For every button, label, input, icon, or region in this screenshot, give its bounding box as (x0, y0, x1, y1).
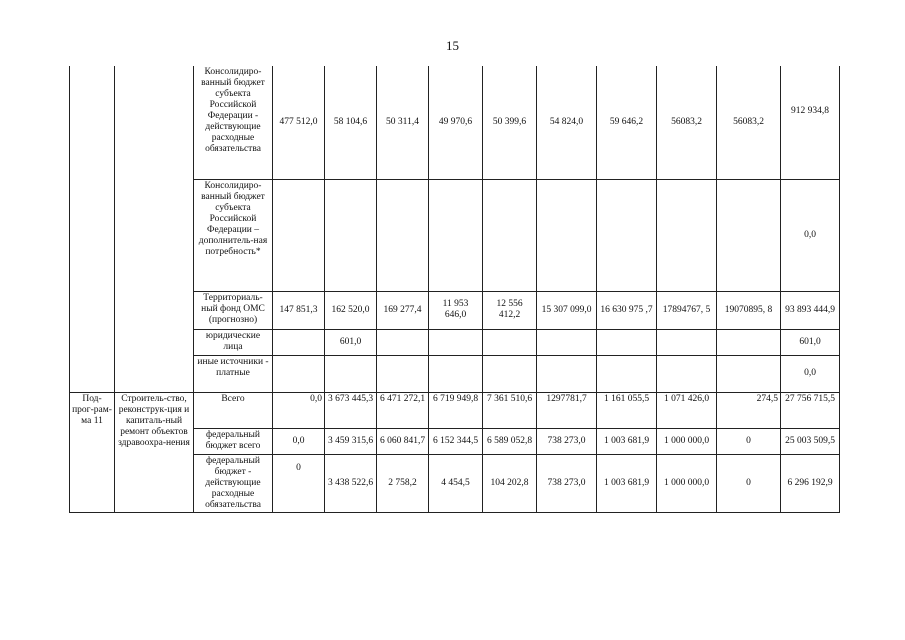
value-cell (717, 355, 781, 392)
source-cell: федеральный бюджет - действующие расходные обязательства (194, 454, 273, 512)
value-cell (657, 329, 717, 355)
value-cell (377, 329, 429, 355)
value-cell (657, 179, 717, 291)
budget-table (69, 66, 840, 513)
value-cell: 54 824,0 (537, 66, 597, 179)
value-cell (273, 329, 325, 355)
table-row (70, 392, 840, 428)
value-cell (597, 179, 657, 291)
value-cell (717, 329, 781, 355)
value-cell: 6 471 272,1 (377, 392, 429, 428)
value-cell: 0 (273, 454, 325, 512)
value-cell: 912 934,8 (781, 66, 840, 179)
value-cell: 50 311,4 (377, 66, 429, 179)
value-cell: 3 673 445,3 (325, 392, 377, 428)
value-cell: 738 273,0 (537, 454, 597, 512)
value-cell: 58 104,6 (325, 66, 377, 179)
value-cell (273, 179, 325, 291)
value-cell: 1297781,7 (537, 392, 597, 428)
value-cell: 11 953 646,0 (429, 291, 483, 329)
value-cell: 104 202,8 (483, 454, 537, 512)
source-cell: иные источники - платные (194, 355, 273, 392)
value-cell (597, 355, 657, 392)
value-cell: 4 454,5 (429, 454, 483, 512)
value-cell: 93 893 444,9 (781, 291, 840, 329)
subprogram-name: Строитель-ство, реконструк-ция и капиталь-ный ремонт объектов здравоохра-нения (115, 392, 194, 512)
value-cell: 1 003 681,9 (597, 454, 657, 512)
value-cell: 17894767, 5 (657, 291, 717, 329)
value-cell (429, 179, 483, 291)
value-cell: 6 060 841,7 (377, 428, 429, 454)
value-cell (537, 179, 597, 291)
value-cell: 3 438 522,6 (325, 454, 377, 512)
value-cell: 0,0 (781, 179, 840, 291)
value-cell: 6 719 949,8 (429, 392, 483, 428)
value-cell: 162 520,0 (325, 291, 377, 329)
value-cell (537, 329, 597, 355)
value-cell: 15 307 099,0 (537, 291, 597, 329)
value-cell: 601,0 (325, 329, 377, 355)
value-cell: 56083,2 (657, 66, 717, 179)
value-cell (325, 355, 377, 392)
value-cell: 1 161 055,5 (597, 392, 657, 428)
subprogram-code: Под-прог-рам-ма 11 (70, 392, 115, 512)
value-cell (377, 355, 429, 392)
value-cell: 27 756 715,5 (781, 392, 840, 428)
value-cell: 169 277,4 (377, 291, 429, 329)
value-cell: 16 630 975 ,7 (597, 291, 657, 329)
value-cell: 25 003 509,5 (781, 428, 840, 454)
value-cell: 56083,2 (717, 66, 781, 179)
value-cell: 0 (717, 454, 781, 512)
value-cell (597, 329, 657, 355)
value-cell (429, 355, 483, 392)
value-cell: 2 758,2 (377, 454, 429, 512)
empty-cell (115, 66, 194, 392)
page-number: 15 (446, 38, 459, 53)
value-cell (483, 329, 537, 355)
value-cell: 601,0 (781, 329, 840, 355)
table-row (70, 66, 840, 179)
value-cell: 147 851,3 (273, 291, 325, 329)
value-cell: 274,5 (717, 392, 781, 428)
value-cell: 6 296 192,9 (781, 454, 840, 512)
source-cell: юридические лица (194, 329, 273, 355)
value-cell: 0,0 (273, 392, 325, 428)
value-cell: 1 000 000,0 (657, 428, 717, 454)
value-cell: 12 556 412,2 (483, 291, 537, 329)
value-cell: 1 000 000,0 (657, 454, 717, 512)
source-cell: Территориаль-ный фонд ОМС (прогнозно) (194, 291, 273, 329)
source-cell: федеральный бюджет всего (194, 428, 273, 454)
value-cell: 1 003 681,9 (597, 428, 657, 454)
value-cell: 7 361 510,6 (483, 392, 537, 428)
value-cell (717, 179, 781, 291)
value-cell: 1 071 426,0 (657, 392, 717, 428)
value-cell (429, 329, 483, 355)
value-cell: 0 (717, 428, 781, 454)
value-cell: 0,0 (781, 355, 840, 392)
source-cell: Консолидиро-ванный бюджет субъекта Российской Федерации - действующие расходные обязательства (194, 66, 273, 179)
value-cell: 19070895, 8 (717, 291, 781, 329)
value-cell: 59 646,2 (597, 66, 657, 179)
value-cell: 49 970,6 (429, 66, 483, 179)
value-cell (483, 355, 537, 392)
value-cell (377, 179, 429, 291)
value-cell: 738 273,0 (537, 428, 597, 454)
value-cell: 6 589 052,8 (483, 428, 537, 454)
value-cell: 3 459 315,6 (325, 428, 377, 454)
value-cell: 0,0 (273, 428, 325, 454)
value-cell (483, 179, 537, 291)
value-cell: 6 152 344,5 (429, 428, 483, 454)
value-cell (657, 355, 717, 392)
empty-cell (70, 66, 115, 392)
source-cell: Консолидиро-ванный бюджет субъекта Российской Федерации – дополнитель-ная потребность* (194, 179, 273, 291)
value-cell (273, 355, 325, 392)
value-cell (325, 179, 377, 291)
value-cell: 50 399,6 (483, 66, 537, 179)
value-cell (537, 355, 597, 392)
value-cell: 477 512,0 (273, 66, 325, 179)
source-cell: Всего (194, 392, 273, 428)
